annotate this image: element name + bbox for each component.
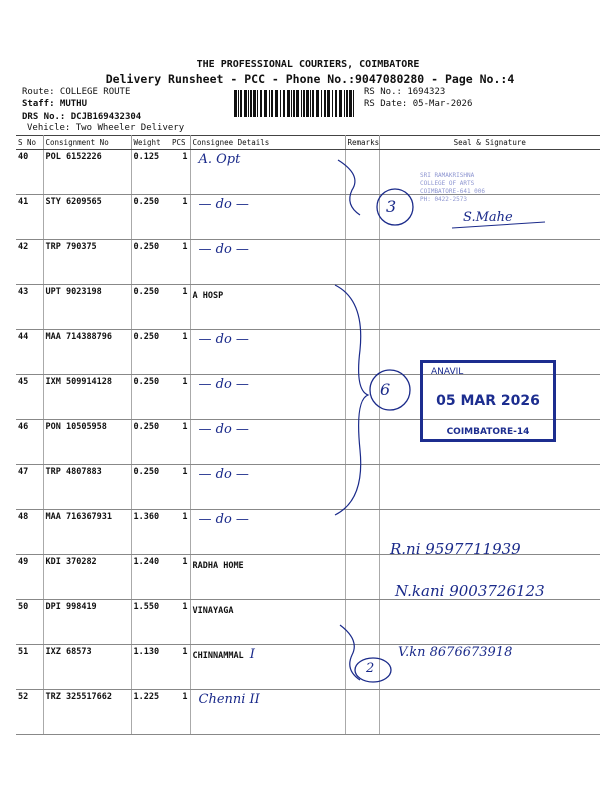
row-pcs-text: 1: [182, 557, 188, 567]
handwritten-consignee: — do —: [198, 197, 249, 212]
runsheet-subtitle: Delivery Runsheet - PCC - Phone No.:9047080280 - Page No.:4: [105, 72, 515, 86]
staff-label: Staff: MUTHU: [22, 99, 88, 109]
row-sno-text: 47: [18, 467, 29, 477]
drs-number: DRS No.: DCJB169432304: [22, 112, 142, 122]
company-title: THE PROFESSIONAL COURIERS, COIMBATORE: [196, 59, 420, 70]
faded-seal-line: COLLEGE OF ARTS: [420, 180, 475, 187]
row-pcs-text: 1: [182, 512, 188, 522]
row-sno-text: 51: [18, 647, 29, 657]
row-consignee-text: RADHA HOME: [192, 561, 244, 571]
rs-number: RS No.: 1694323: [364, 87, 446, 97]
row-consignment-text: TRP 4807883: [45, 467, 102, 477]
row-consignment-text: KDI 370282: [45, 557, 97, 567]
row-weight-text: 0.250: [133, 242, 160, 252]
col-sno: S No: [16, 136, 43, 150]
row-consignee-text: VINAYAGA: [192, 606, 234, 616]
stamp-location: COIMBATORE-14: [446, 427, 530, 437]
brace-mark: [340, 625, 360, 680]
row-pcs-text: 1: [182, 287, 188, 297]
row-weight-text: 0.125: [133, 152, 160, 162]
col-pcs: PCS: [170, 136, 190, 150]
row-consignment-text: IXZ 68573: [45, 647, 92, 657]
row-weight-text: 0.250: [133, 377, 160, 387]
col-seal-signature: Seal & Signature: [379, 136, 600, 150]
row-sno-text: 41: [18, 197, 29, 207]
stamp-date: 05 MAR 2026: [436, 393, 540, 409]
handwritten-note: V.kn 8676673918: [398, 645, 513, 660]
handwritten-consignee: — do —: [198, 422, 249, 437]
row-sno-text: 45: [18, 377, 29, 387]
row-consignment-text: UPT 9023198: [45, 287, 102, 297]
row-consignee-text: CHINNAMMAL: [192, 651, 244, 661]
handwritten-consignee: A. Opt: [198, 152, 241, 167]
handwritten-note: N.kani 9003726123: [395, 582, 545, 600]
faded-seal-line: COIMBATORE-641 006: [420, 188, 486, 195]
row-consignment-text: MAA 716367931: [45, 512, 113, 522]
row-pcs-text: 1: [182, 692, 188, 702]
row-consignment-text: POL 6152226: [45, 152, 102, 162]
vehicle-label: Vehicle: Two Wheeler Delivery: [27, 123, 185, 133]
row-sno-text: 46: [18, 422, 29, 432]
row-weight-text: 0.250: [133, 422, 160, 432]
row-consignment-text: TRP 790375: [45, 242, 97, 252]
row-pcs-text: 1: [182, 647, 188, 657]
handwritten-consignee: — do —: [198, 512, 249, 527]
row-weight-text: 0.250: [133, 467, 160, 477]
row-sno-text: 40: [18, 152, 29, 162]
rs-date: RS Date: 05-Mar-2026: [364, 99, 473, 109]
handwritten-consignee: — do —: [198, 467, 249, 482]
row-pcs-text: 1: [182, 242, 188, 252]
faded-seal-line: PH: 0422-2573: [420, 196, 467, 203]
row-consignment-text: STY 6209565: [45, 197, 102, 207]
col-remarks: Remarks: [345, 136, 379, 150]
col-weight: Weight: [131, 136, 170, 150]
row-weight-text: 1.550: [133, 602, 160, 612]
row-pcs-text: 1: [182, 467, 188, 477]
row-pcs-text: 1: [182, 152, 188, 162]
route-label: Route: COLLEGE ROUTE: [22, 87, 131, 97]
row-weight-text: 0.250: [133, 287, 160, 297]
stamp-line: ANAVIL: [431, 367, 464, 377]
brace-mark: [335, 285, 368, 515]
row-consignment-text: MAA 714388796: [45, 332, 113, 342]
faded-seal-line: SRI RAMAKRISHNA: [420, 172, 475, 179]
row-sno-text: 49: [18, 557, 29, 567]
row-pcs-text: 1: [182, 332, 188, 342]
handwritten-consignee: I: [249, 647, 255, 662]
row-weight-text: 1.225: [133, 692, 160, 702]
row-consignment-text: DPI 998419: [45, 602, 97, 612]
col-consignee: Consignee Details: [190, 136, 345, 150]
row-consignment-text: IXM 509914128: [45, 377, 113, 387]
row-sno-text: 42: [18, 242, 29, 252]
row-consignment-text: PON 10505958: [45, 422, 107, 432]
row-pcs-text: 1: [182, 197, 188, 207]
col-consignment: Consignment No: [43, 136, 131, 150]
handwritten-consignee: — do —: [198, 242, 249, 257]
brace-mark: [338, 160, 360, 215]
row-sno-text: 52: [18, 692, 29, 702]
group-count: 6: [380, 380, 391, 399]
handwritten-consignee: Chenni II: [198, 692, 260, 707]
row-weight-text: 1.240: [133, 557, 160, 567]
group-count: 3: [386, 197, 397, 216]
handwritten-consignee: — do —: [198, 332, 249, 347]
signature: S.Mahe: [463, 210, 513, 225]
group-count: 2: [366, 661, 375, 676]
row-sno-text: 44: [18, 332, 29, 342]
row-weight-text: 0.250: [133, 332, 160, 342]
row-consignee-text: A HOSP: [192, 291, 224, 301]
row-sno-text: 43: [18, 287, 29, 297]
row-weight-text: 1.360: [133, 512, 160, 522]
row-weight-text: 1.130: [133, 647, 160, 657]
row-weight-text: 0.250: [133, 197, 160, 207]
row-consignment-text: TRZ 325517662: [45, 692, 113, 702]
handwritten-consignee: — do —: [198, 377, 249, 392]
row-pcs-text: 1: [182, 422, 188, 432]
row-sno-text: 50: [18, 602, 29, 612]
date-stamp: [420, 360, 556, 442]
row-pcs-text: 1: [182, 377, 188, 387]
handwritten-note: R.ni 9597711939: [390, 540, 521, 558]
row-pcs-text: 1: [182, 602, 188, 612]
row-sno-text: 48: [18, 512, 29, 522]
